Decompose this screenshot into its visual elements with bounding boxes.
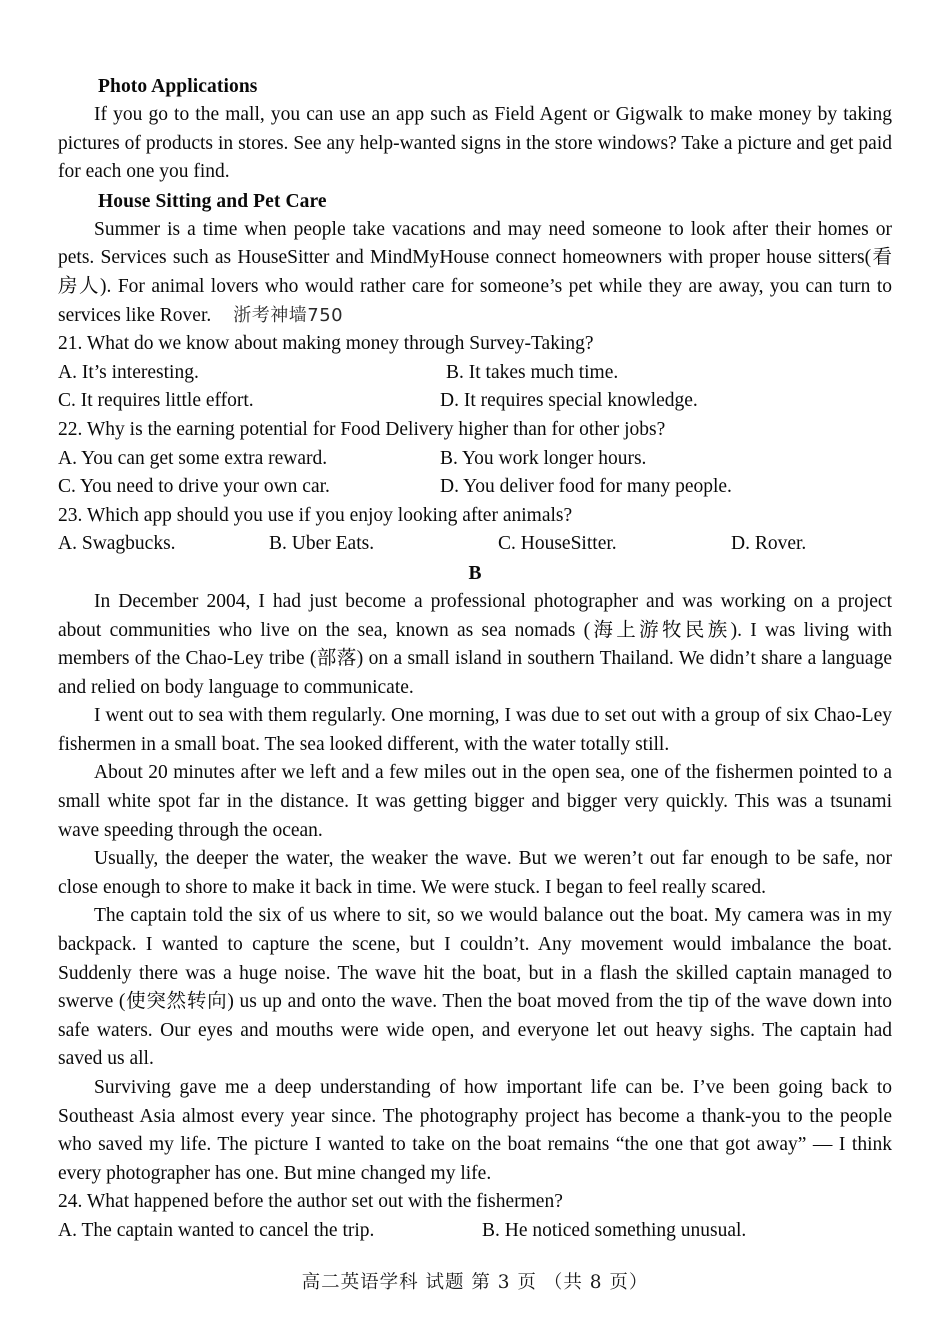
- option-label: A.: [58, 447, 77, 469]
- page-footer: 高二英语学科 试题 第 3 页 （共 8 页）: [301, 1272, 649, 1293]
- question-23-option-d[interactable]: [731, 530, 806, 559]
- question-21-option-a[interactable]: [58, 359, 199, 388]
- question-21-option-c[interactable]: [58, 387, 254, 416]
- question-24-options-row-1: [58, 1217, 892, 1246]
- option-text: Uber Eats.: [291, 533, 375, 555]
- question-21-number: 21.: [58, 333, 83, 355]
- passage-b-paragraph-6: Surviving gave me a deep understanding of how important life can be. I’ve been going back to Southeast Asia almost every year since. The photography project has become a thank-you to the people who saved my life. The picture I wanted to take on the boat remains “the one that got away” — I think every photographer has one. But mine changed my life.: [58, 1077, 892, 1184]
- question-23-option-a[interactable]: [58, 530, 176, 559]
- option-label: B.: [482, 1219, 500, 1241]
- question-24-number: 24.: [58, 1191, 83, 1213]
- question-22-number: 22.: [58, 418, 83, 440]
- paragraph-photo-applications: If you go to the mall, you can use an app such as Field Agent or Gigwalk to make money by taking pictures of products in stores. See any help-wanted signs in the store windows? Take a picture and get paid for each one you find.: [58, 104, 892, 183]
- option-label: A.: [58, 1219, 77, 1241]
- passage-b-paragraph-4: Usually, the deeper the water, the weaker the wave. But we weren’t out far enough to be safe, nor close enough to shore to make it back in time. We were stuck. I began to feel really scared.: [58, 848, 892, 898]
- option-text: You can get some extra reward.: [81, 447, 328, 469]
- option-text: It’s interesting.: [81, 361, 199, 383]
- option-label: D.: [440, 476, 459, 498]
- option-text: It requires little effort.: [80, 390, 254, 412]
- question-22-stem: [58, 416, 892, 445]
- question-23-text: Which app should you use if you enjoy looking after animals?: [86, 504, 573, 526]
- option-label: B.: [440, 447, 458, 469]
- question-22-text: Why is the earning potential for Food Delivery higher than for other jobs?: [86, 418, 666, 440]
- paragraph-house-sitting-text: Summer is a time when people take vacations and may need someone to look after their homes or pets. Services such as HouseSitter and MindMyHouse connect homeowners with proper house sitters(看房人). For animal lovers who would rather care for someone’s pet while they are away, you can turn to services like Rover.: [58, 218, 892, 326]
- question-21-options-row-1: [58, 359, 892, 388]
- option-label: C.: [58, 390, 76, 412]
- option-label: B.: [446, 361, 464, 383]
- option-text: He noticed something unusual.: [504, 1219, 747, 1241]
- question-21-option-b[interactable]: [446, 359, 618, 388]
- question-21-option-d[interactable]: [440, 387, 698, 416]
- passage-b-paragraph-5: The captain told the six of us where to sit, so we would balance out the boat. My camera was in my backpack. I wanted to capture the scene, but I couldn’t. Any movement would imbalance the boat. Suddenly there was a huge noise. The wave hit the boat, but in a flash the skilled captain managed to swerve (使突然转向) us up and onto the wave. Then the boat moved from the tip of the wave down into safe waters. Our eyes and mouths were wide open, and everyone let out heavy sighs. The captain had saved us all.: [58, 905, 892, 1070]
- question-22-option-d[interactable]: [440, 473, 732, 502]
- option-label: A.: [58, 361, 77, 383]
- question-24-option-b[interactable]: [482, 1217, 746, 1246]
- question-21-options-row-2: [58, 387, 892, 416]
- question-22-option-a[interactable]: [58, 445, 327, 474]
- watermark-text: 浙考神墙750: [233, 304, 344, 326]
- option-label: C.: [58, 476, 76, 498]
- question-23-options-row: [58, 530, 892, 559]
- question-23-stem: [58, 502, 892, 531]
- section-heading-photo-applications: Photo Applications: [98, 76, 258, 97]
- option-text: It takes much time.: [468, 361, 619, 383]
- page-content: [58, 72, 892, 1246]
- option-text: The captain wanted to cancel the trip.: [81, 1219, 375, 1241]
- question-24-option-a[interactable]: [58, 1217, 374, 1246]
- question-22-option-b[interactable]: [440, 445, 646, 474]
- option-text: You work longer hours.: [462, 447, 647, 469]
- option-text: Rover.: [754, 533, 807, 555]
- option-label: D.: [731, 533, 750, 555]
- question-23-number: 23.: [58, 504, 83, 526]
- question-22-options-row-1: [58, 445, 892, 474]
- question-21-text: What do we know about making money through Survey-Taking?: [86, 333, 594, 355]
- question-24-text: What happened before the author set out with the fishermen?: [86, 1191, 563, 1213]
- paragraph-house-sitting: [58, 216, 892, 330]
- option-text: It requires special knowledge.: [463, 390, 698, 412]
- passage-b-paragraph-3: About 20 minutes after we left and a few miles out in the open sea, one of the fishermen pointed to a small white spot far in the distance. It was getting bigger and bigger very quickly. This was a tsunami wave speeding through the ocean.: [58, 762, 892, 841]
- option-text: You deliver food for many people.: [463, 476, 732, 498]
- option-label: B.: [269, 533, 287, 555]
- question-22-options-row-2: [58, 473, 892, 502]
- question-23-option-c[interactable]: [498, 530, 617, 559]
- option-label: A.: [58, 533, 77, 555]
- option-text: HouseSitter.: [520, 533, 617, 555]
- question-21-stem: [58, 330, 892, 359]
- passage-b-label: B: [468, 562, 482, 584]
- option-label: D.: [440, 390, 459, 412]
- question-24-stem: [58, 1188, 892, 1217]
- option-text: Swagbucks.: [81, 533, 176, 555]
- option-text: You need to drive your own car.: [80, 476, 330, 498]
- question-23-option-b[interactable]: [269, 530, 374, 559]
- section-heading-house-sitting: House Sitting and Pet Care: [98, 190, 327, 212]
- option-label: C.: [498, 533, 516, 555]
- passage-b-paragraph-1: In December 2004, I had just become a professional photographer and was working on a project about communities who live on the sea, known as sea nomads (海上游牧民族). I was living with members of the Chao-Ley tribe (部落) on a small island in southern Thailand. We didn’t share a language and relied on body language to communicate.: [58, 590, 892, 698]
- passage-b-paragraph-2: I went out to sea with them regularly. One morning, I was due to set out with a group of six Chao-Ley fishermen in a small boat. The sea looked different, with the water totally still.: [58, 705, 892, 755]
- question-22-option-c[interactable]: [58, 473, 330, 502]
